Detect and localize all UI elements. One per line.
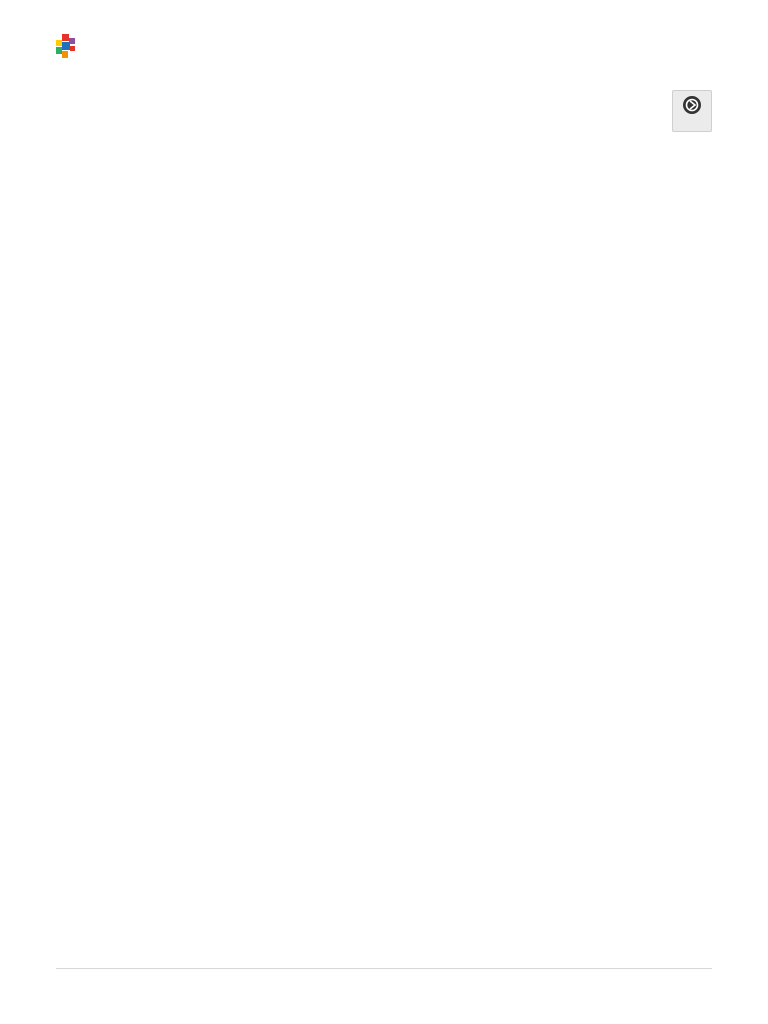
frontiers-logo-icon xyxy=(56,34,80,64)
footer-divider xyxy=(56,968,712,969)
check-for-updates-button[interactable] xyxy=(672,90,712,132)
check-updates-icon xyxy=(682,95,702,115)
